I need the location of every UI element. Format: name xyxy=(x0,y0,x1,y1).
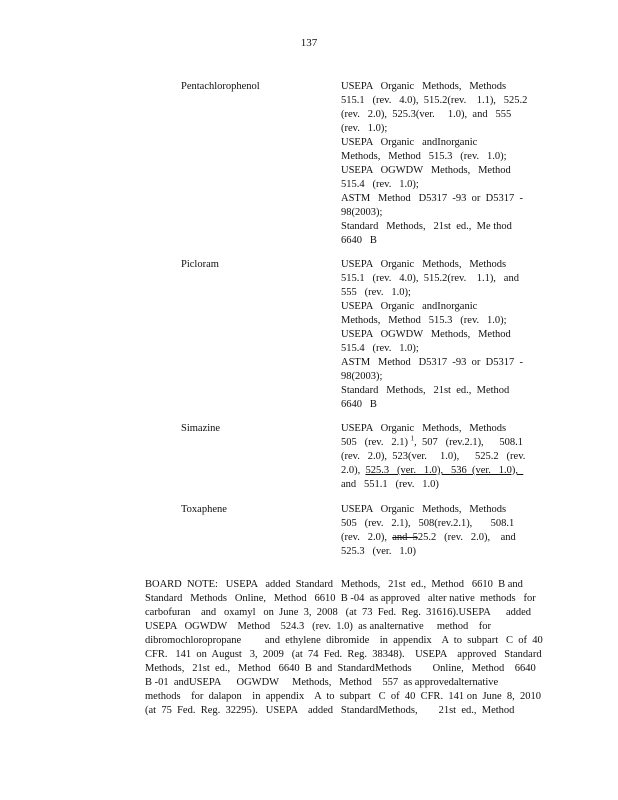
board-note-line: dibromochloropropane and ethylene dibromide in appendix A to subpart C of 40 xyxy=(145,635,543,646)
method-list xyxy=(341,503,526,559)
method-text: 2.0), xyxy=(341,465,366,476)
board-note-line: BOARD NOTE: USEPA added Standard Methods, 21st ed., Method 6610 B and xyxy=(145,579,523,590)
board-note xyxy=(145,578,545,718)
method-line: and 551.1 (rev. 1.0) xyxy=(341,479,439,490)
deleted-text: and 5 xyxy=(392,532,418,543)
method-list xyxy=(341,258,526,412)
method-line: Standard Methods, 21st ed., Method xyxy=(341,385,510,396)
method-line: 6640 B xyxy=(341,235,377,246)
page-number: 137 xyxy=(300,37,318,49)
method-line: 515.4 (rev. 1.0); xyxy=(341,179,419,190)
method-line: Methods, Method 515.3 (rev. 1.0); xyxy=(341,151,507,162)
method-line: 98(2003); xyxy=(341,207,383,218)
method-text: (rev. 2.0), xyxy=(341,532,393,543)
method-line: 555 (rev. 1.0); xyxy=(341,287,411,298)
method-line: 525.3 (ver. 1.0) xyxy=(341,546,416,557)
method-line: USEPA Organic Methods, Methods xyxy=(341,423,507,434)
method-line: 515.4 (rev. 1.0); xyxy=(341,343,419,354)
method-line: USEPA Organic Methods, Methods xyxy=(341,259,507,270)
board-note-line: carbofuran and oxamyl on June 3, 2008 (at 73 Fed. Reg. 31616).USEPA added xyxy=(145,607,532,618)
analyte-name: Picloram xyxy=(181,259,219,270)
inserted-text: 525.3 (ver. 1.0), 536 (ver. 1.0), xyxy=(365,465,524,476)
footnote-marker: 1 xyxy=(410,434,415,443)
analyte-name: Pentachlorophenol xyxy=(181,81,260,92)
analyte-name: Simazine xyxy=(181,423,221,434)
method-line xyxy=(341,531,526,545)
method-line: Methods, Method 515.3 (rev. 1.0); xyxy=(341,315,507,326)
board-note-line: methods for dalapon in appendix A to subpart C of 40 CFR. 141 on June 8, 2010 xyxy=(145,691,542,702)
method-line: (rev. 2.0), 523(ver. 1.0), 525.2 (rev. xyxy=(341,451,526,462)
method-list xyxy=(341,422,526,492)
method-line: Standard Methods, 21st ed., Me thod xyxy=(341,221,512,232)
method-line: (rev. 2.0), 525.3(ver. 1.0), and 555 xyxy=(341,109,512,120)
method-line: 515.1 (rev. 4.0), 515.2(rev. 1.1), and xyxy=(341,273,519,284)
method-line: 98(2003); xyxy=(341,371,383,382)
analyte-name: Toxaphene xyxy=(181,504,227,515)
method-text: 25.2 (rev. 2.0), and xyxy=(417,532,516,543)
method-line: USEPA Organic Methods, Methods xyxy=(341,504,507,515)
board-note-line: CFR. 141 on August 3, 2009 (at 74 Fed. Reg. 38348). USEPA approved Standard xyxy=(145,649,542,660)
method-line: (rev. 1.0); xyxy=(341,123,388,134)
method-text: 505 (rev. 2.1) xyxy=(341,437,411,448)
method-text: , 507 (rev.2.1), 508.1 xyxy=(414,437,524,448)
board-note-line: B -01 andUSEPA OGWDW Methods, Method 557 as approvedalternative xyxy=(145,677,499,688)
method-line xyxy=(341,464,526,478)
method-line: 515.1 (rev. 4.0), 515.2(rev. 1.1), 525.2 xyxy=(341,95,528,106)
method-line: 505 (rev. 2.1), 508(rev.2.1), 508.1 xyxy=(341,518,515,529)
method-line: USEPA OGWDW Methods, Method xyxy=(341,165,511,176)
board-note-line: Standard Methods Online, Method 6610 B -04 as approved alter native methods for xyxy=(145,593,536,604)
board-note-line: Methods, 21st ed., Method 6640 B and StandardMethods Online, Method 6640 xyxy=(145,663,536,674)
method-line: ASTM Method D5317 -93 or D5317 - xyxy=(341,357,523,368)
method-line: USEPA Organic andInorganic xyxy=(341,137,478,148)
board-note-line: USEPA OGWDW Method 524.3 (rev. 1.0) as analternative method for xyxy=(145,621,492,632)
method-line xyxy=(341,436,526,450)
method-line: USEPA OGWDW Methods, Method xyxy=(341,329,511,340)
method-line: USEPA Organic andInorganic xyxy=(341,301,478,312)
method-line: ASTM Method D5317 -93 or D5317 - xyxy=(341,193,523,204)
method-line: USEPA Organic Methods, Methods xyxy=(341,81,507,92)
method-line: 6640 B xyxy=(341,399,377,410)
method-list xyxy=(341,80,526,248)
board-note-line: (at 75 Fed. Reg. 32295). USEPA added StandardMethods, 21st ed., Method xyxy=(145,705,515,716)
